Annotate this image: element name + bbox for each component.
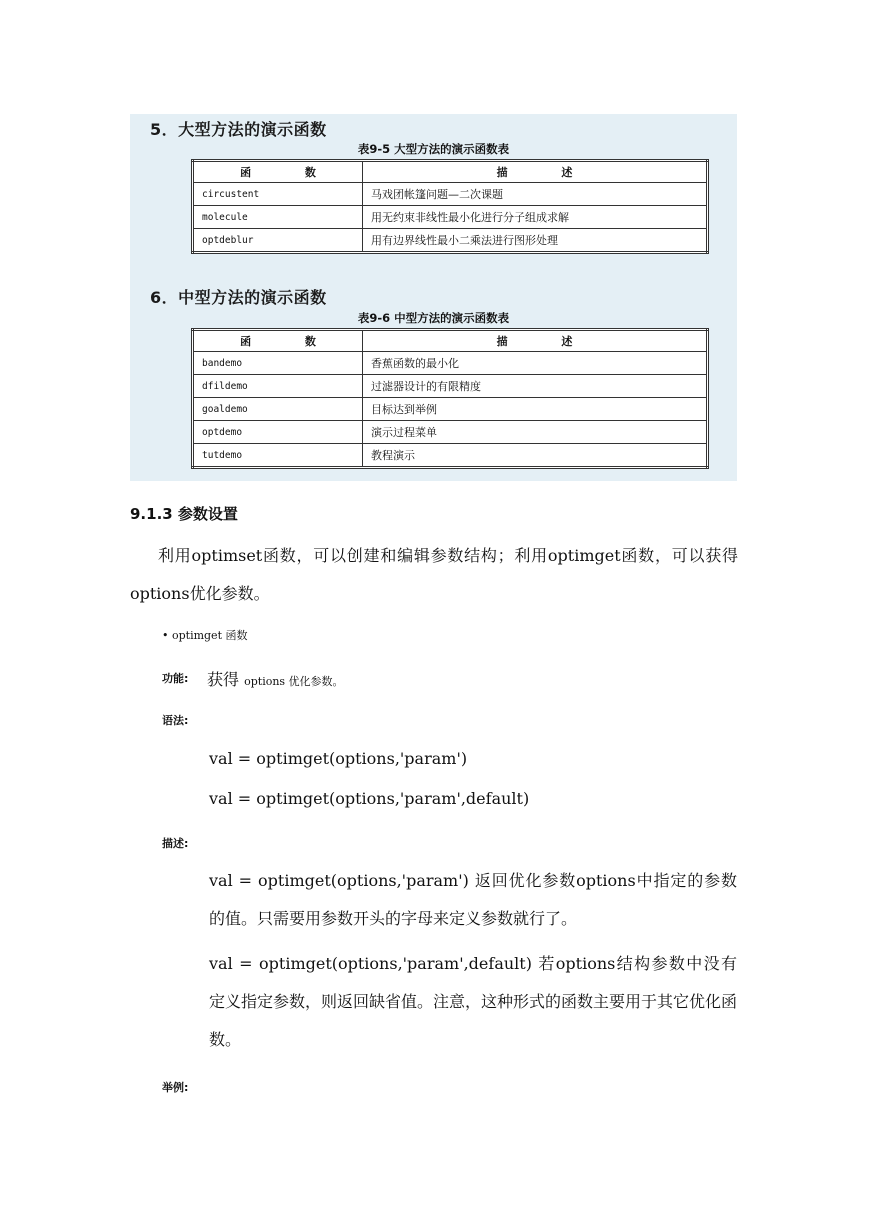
function-name: dfildemo xyxy=(193,375,363,398)
section-5-title: 5．大型方法的演示函数 xyxy=(150,120,327,139)
section-heading: 9.1.3 参数设置 xyxy=(130,505,238,523)
description-paragraph: val = optimget(options,'param',default) 若options结构参数中没有定义指定参数，则返回缺省值。注意，这种形式的函数主要用于其它优化函数。 xyxy=(209,954,738,1049)
demo-tables-figure xyxy=(130,114,737,481)
table-row xyxy=(193,398,708,421)
intro-paragraph: 利用optimset函数，可以创建和编辑参数结构；利用optimget函数，可以获得options优化参数。 xyxy=(130,546,738,603)
function-description: 演示过程菜单 xyxy=(363,421,708,444)
function-text xyxy=(207,667,344,690)
function-description: 教程演示 xyxy=(363,444,708,468)
function-description: 用有边界线性最小二乘法进行图形处理 xyxy=(363,229,708,253)
function-name: molecule xyxy=(193,206,363,229)
table-header-row xyxy=(193,161,708,183)
function-name: circustent xyxy=(193,183,363,206)
function-text-big: 获得 xyxy=(207,670,240,689)
table-9-5-caption: 表9-5 大型方法的演示函数表 xyxy=(357,142,510,156)
function-name: bandemo xyxy=(193,352,363,375)
header-description: 描 述 xyxy=(363,330,708,352)
table-header-row xyxy=(193,330,708,352)
table-9-5 xyxy=(191,159,709,254)
section-6-title: 6．中型方法的演示函数 xyxy=(150,288,327,307)
syntax-line: val = optimget(options,'param',default) xyxy=(209,789,530,808)
table-row xyxy=(193,375,708,398)
example-label: 举例: xyxy=(162,1081,189,1094)
function-description: 马戏团帐篷问题—二次课题 xyxy=(363,183,708,206)
table-row xyxy=(193,352,708,375)
function-description: 用无约束非线性最小化进行分子组成求解 xyxy=(363,206,708,229)
table-row xyxy=(193,206,708,229)
table-row xyxy=(193,229,708,253)
header-description: 描 述 xyxy=(363,161,708,183)
function-description: 香蕉函数的最小化 xyxy=(363,352,708,375)
function-name: optdeblur xyxy=(193,229,363,253)
header-function: 函 数 xyxy=(193,161,363,183)
optimget-bullet: • optimget 函数 xyxy=(162,629,248,642)
description-paragraph: val = optimget(options,'param') 返回优化参数options中指定的参数的值。只需要用参数开头的字母来定义参数就行了。 xyxy=(209,871,737,928)
table-row xyxy=(193,183,708,206)
function-label: 功能: xyxy=(162,672,189,685)
table-9-6 xyxy=(191,328,709,469)
table-9-6-caption: 表9-6 中型方法的演示函数表 xyxy=(357,311,510,325)
table-row xyxy=(193,444,708,468)
function-description: 过滤器设计的有限精度 xyxy=(363,375,708,398)
table-row xyxy=(193,421,708,444)
function-name: optdemo xyxy=(193,421,363,444)
header-function: 函 数 xyxy=(193,330,363,352)
function-name: tutdemo xyxy=(193,444,363,468)
function-description: 目标达到举例 xyxy=(363,398,708,421)
syntax-label: 语法: xyxy=(162,714,189,727)
function-text-small: options 优化参数。 xyxy=(244,675,344,688)
function-name: goaldemo xyxy=(193,398,363,421)
description-label: 描述: xyxy=(162,837,189,850)
syntax-line: val = optimget(options,'param') xyxy=(209,749,468,768)
